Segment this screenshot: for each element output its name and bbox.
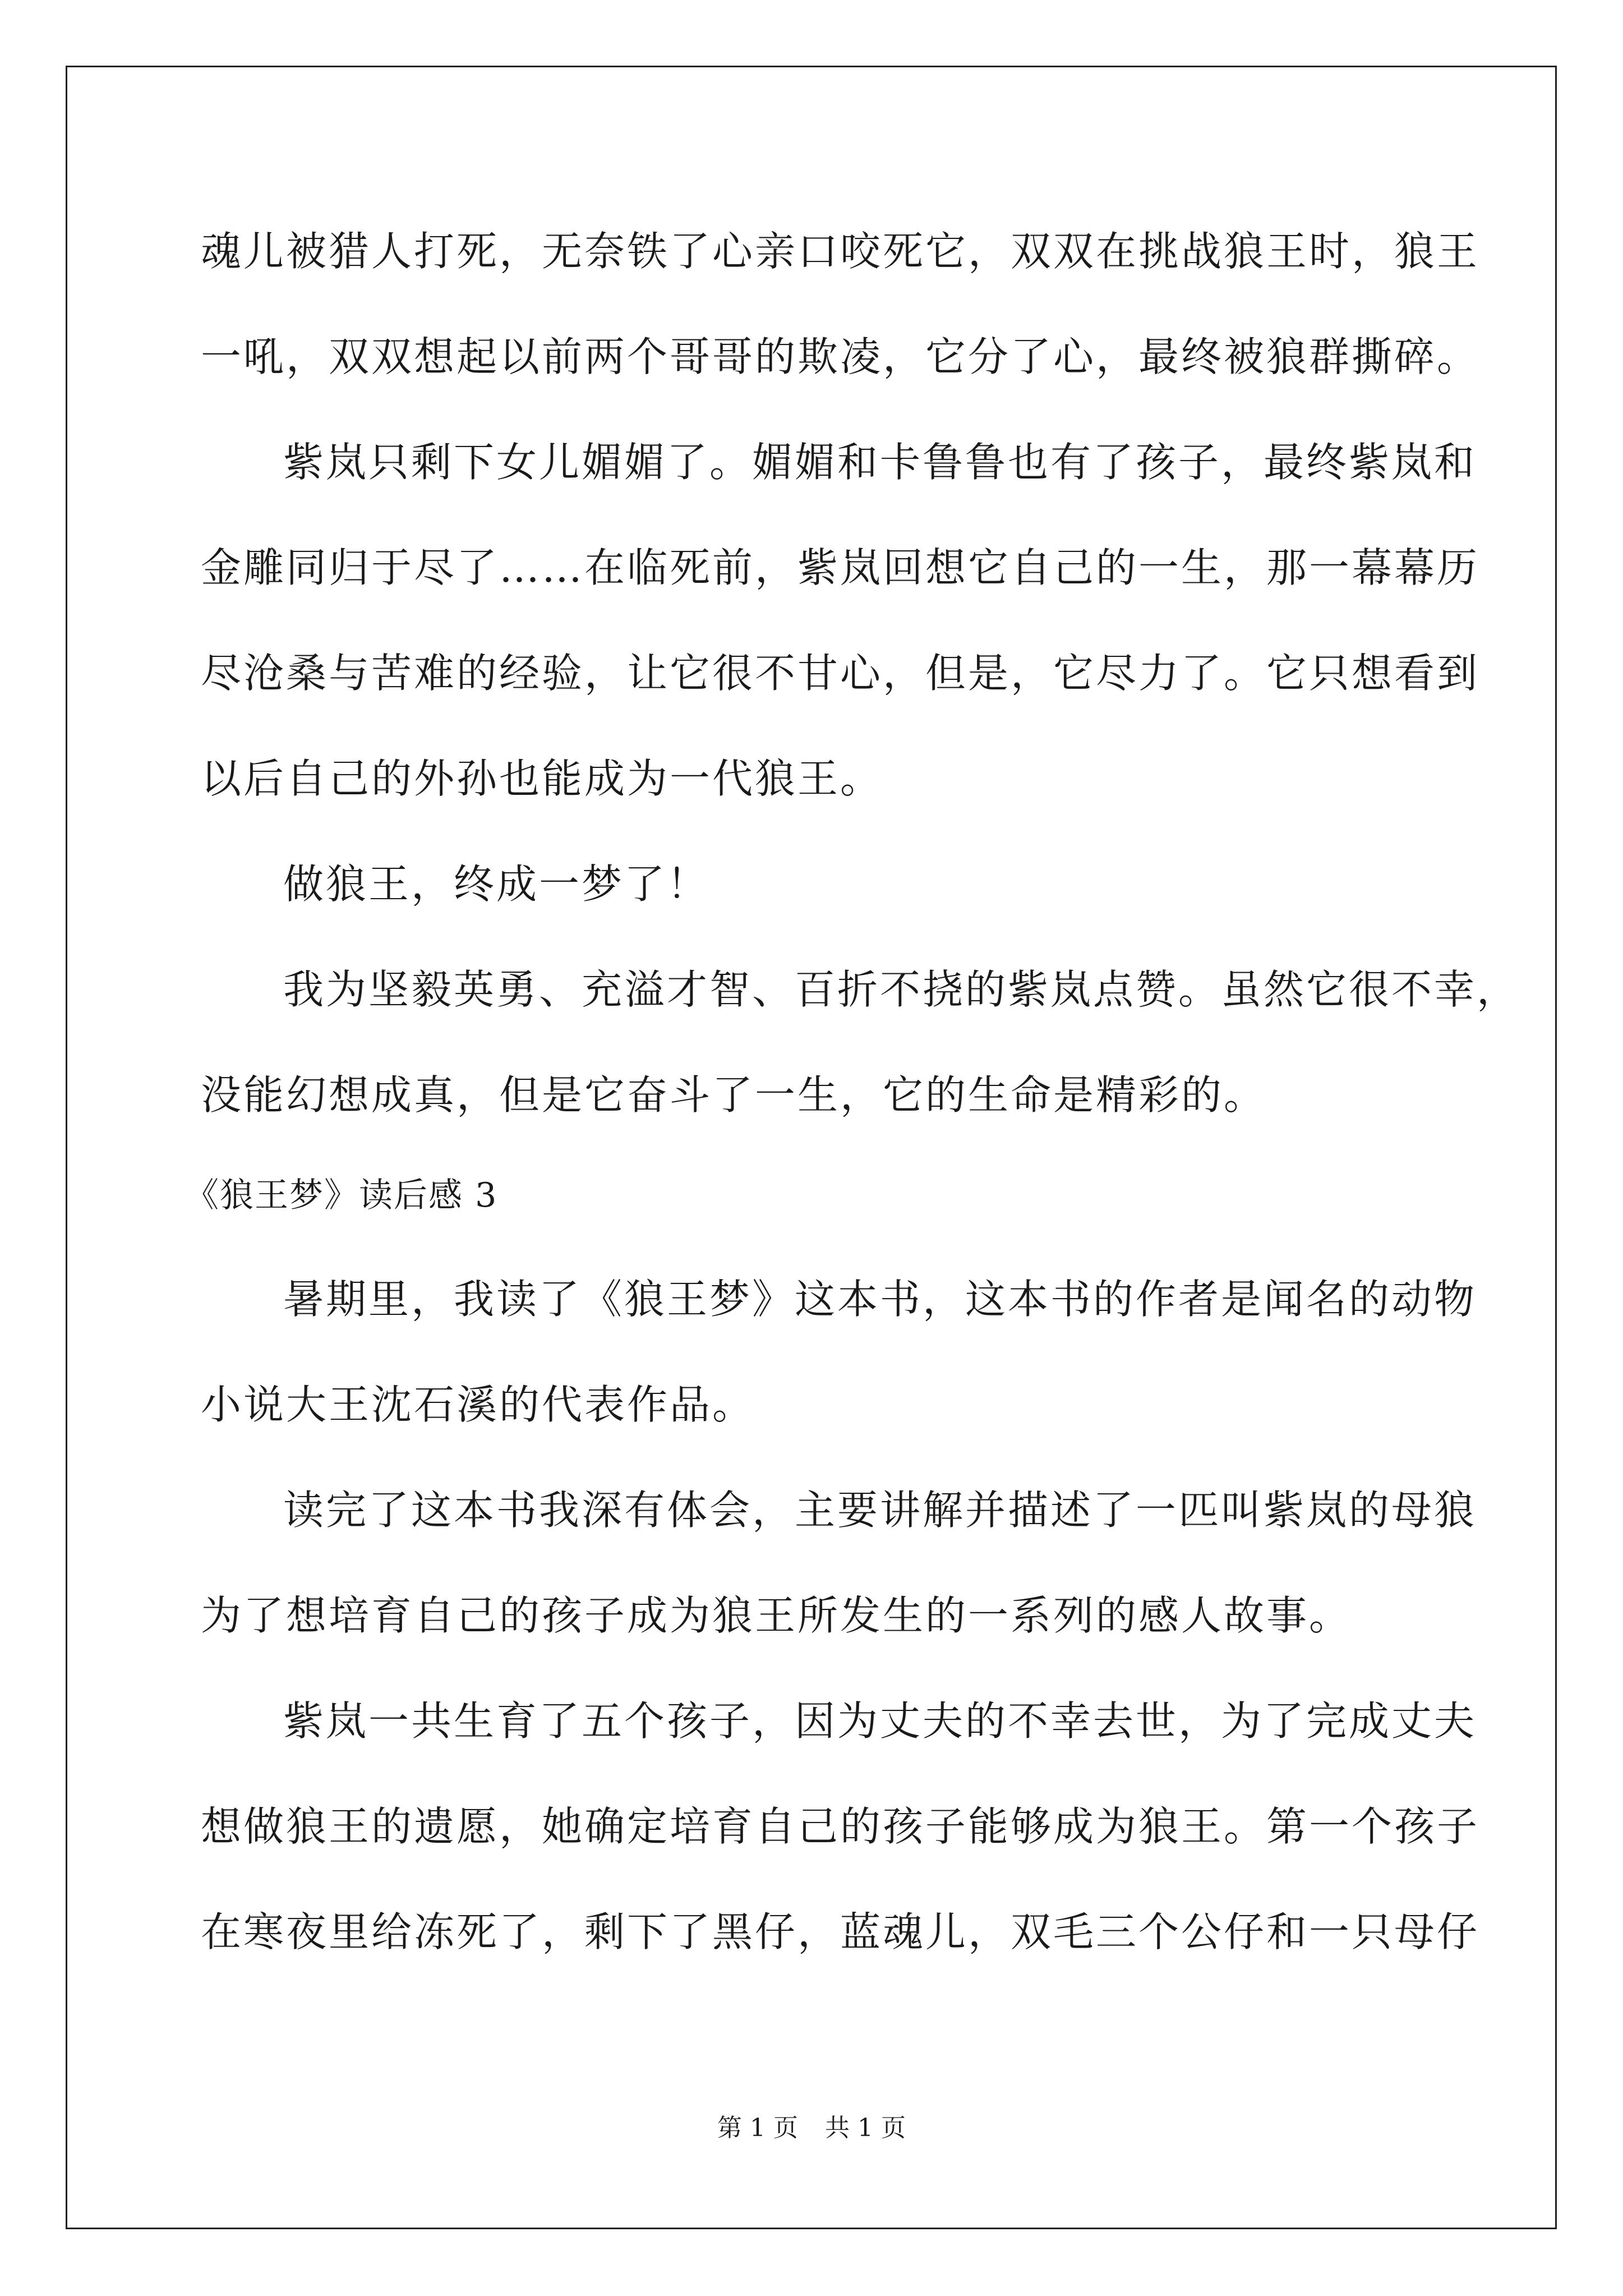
text-line: 一吼，双双想起以前两个哥哥的欺凌，它分了心，最终被狼群撕碎。 [201, 333, 1480, 380]
paragraph-first-line: 做狼王，终成一梦了！ [283, 861, 710, 908]
text-line: 没能幻想成真，但是它奋斗了一生，它的生命是精彩的。 [201, 1071, 1267, 1119]
page-total: 共 1 页 [825, 2114, 906, 2142]
text-line: 为了想培育自己的孩子成为狼王所发生的一系列的感人故事。 [201, 1592, 1352, 1639]
text-line: 魂儿被猎人打死，无奈铁了心亲口咬死它，双双在挑战狼王时，狼王 [201, 228, 1480, 275]
paragraph-first-line: 紫岚一共生育了五个孩子，因为丈夫的不幸去世，为了完成丈夫 [283, 1697, 1477, 1745]
text-line: 以后自己的外孙也能成为一代狼王。 [201, 755, 883, 802]
paragraph-first-line: 我为坚毅英勇、充溢才智、百折不挠的紫岚点赞。虽然它很不幸， [283, 966, 1520, 1013]
text-line: 小说大王沈石溪的代表作品。 [201, 1381, 755, 1428]
paragraph-first-line: 读完了这本书我深有体会，主要讲解并描述了一匹叫紫岚的母狼 [283, 1487, 1477, 1534]
page-border [66, 66, 1557, 2229]
page-number: 第 1 页 [717, 2114, 798, 2142]
text-line: 金雕同归于尽了……在临死前，紫岚回想它自己的一生，那一幕幕历 [201, 544, 1480, 591]
text-line: 想做狼王的遗愿，她确定培育自己的孩子能够成为狼王。第一个孩子 [201, 1803, 1480, 1850]
text-line: 尽沧桑与苦难的经验，让它很不甘心，但是，它尽力了。它只想看到 [201, 650, 1480, 697]
paragraph-first-line: 紫岚只剩下女儿媚媚了。媚媚和卡鲁鲁也有了孩子，最终紫岚和 [283, 439, 1477, 486]
text-line: 在寒夜里给冻死了，剩下了黑仔，蓝魂儿，双毛三个公仔和一只母仔 [201, 1908, 1480, 1955]
section-heading: 《狼王梦》读后感 3 [185, 1176, 498, 1215]
paragraph-first-line: 暑期里，我读了《狼王梦》这本书，这本书的作者是闻名的动物 [283, 1276, 1477, 1323]
page-footer [0, 2116, 1623, 2141]
